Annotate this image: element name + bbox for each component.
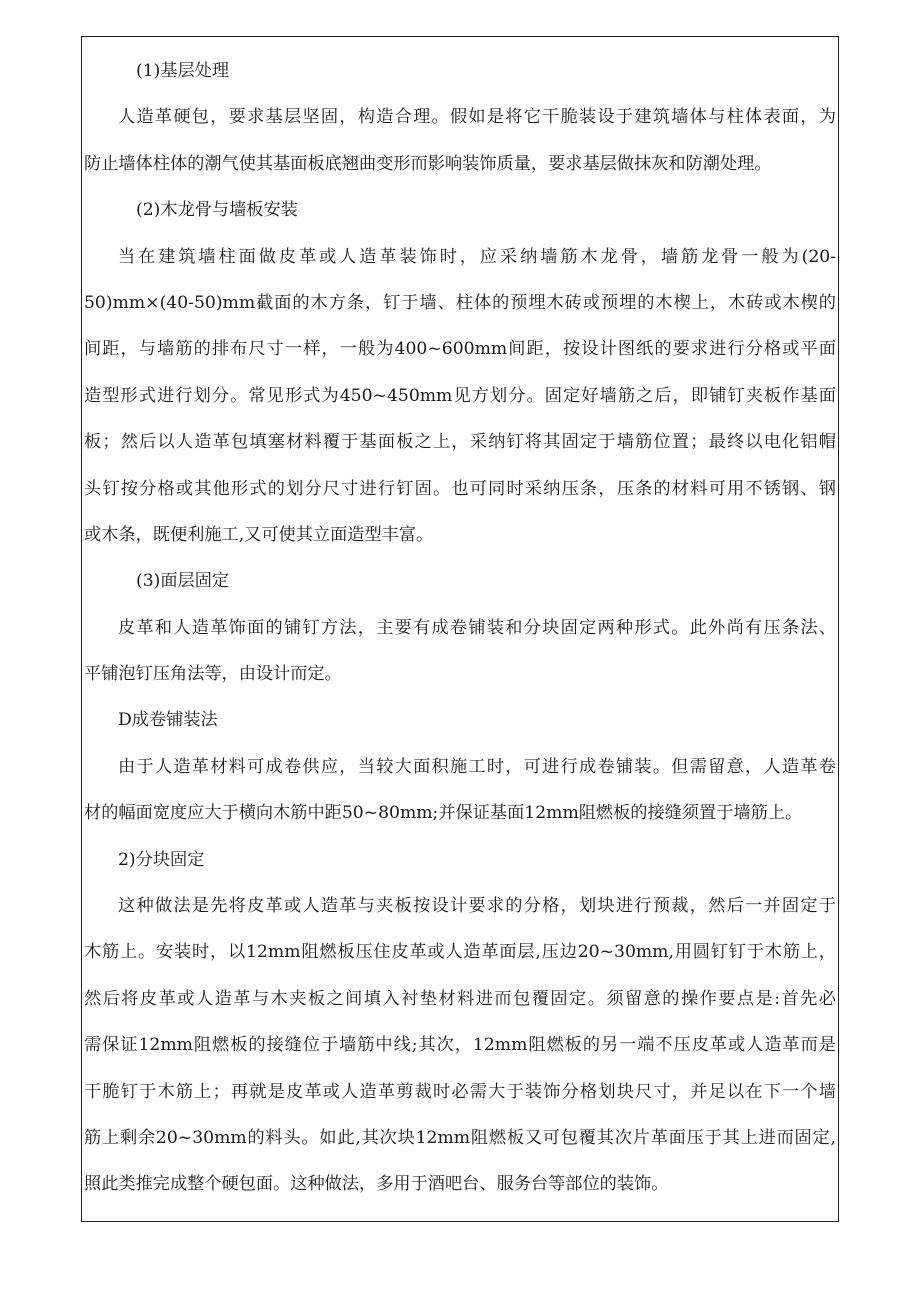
paragraph-line: 由于人造革材料可成卷供应，当较大面积施工时，可进行成卷铺装。但需留意，人造革卷	[118, 756, 836, 777]
section-heading-surface-fixing: (3)面层固定	[136, 571, 230, 592]
paragraph-line: 材的幅面宽度应大于横向木筋中距50~80mm;并保证基面12mm阻燃板的接缝须置于墙筋上。	[84, 803, 803, 824]
paragraph-line: 板；然后以人造革包填塞材料覆于基面板之上，采纳钉将其固定于墙筋位置；最终以电化铝帽	[84, 432, 836, 453]
paragraph-line: 头钉按分格或其他形式的划分尺寸进行钉固。也可同时采纳压条，压条的材料可用不锈钢、钢	[84, 478, 836, 499]
paragraph-line: 或木条，既便利施工,又可使其立面造型丰富。	[84, 524, 434, 545]
paragraph-line: 造型形式进行划分。常见形式为450~450mm见方划分。固定好墙筋之后，即铺钉夹板作基面	[84, 385, 836, 406]
subsection-heading-roll-laying: D成卷铺装法	[118, 710, 218, 731]
paragraph-line: 需保证12mm阻燃板的接缝位于墙筋中线;其次，12mm阻燃板的另一端不压皮革或人造革而是	[84, 1035, 836, 1056]
paragraph-line: 筋上剩余20~30mm的料头。如此,其次块12mm阻燃板又可包覆其次片革面压于其上进而固定,	[84, 1127, 836, 1148]
paragraph-line: 然后将皮革或人造革与木夹板之间填入衬垫材料进而包覆固定。须留意的操作要点是:首先必	[84, 988, 836, 1009]
paragraph-line: 这种做法是先将皮革或人造革与夹板按设计要求的分格，划块进行预裁，然后一并固定于	[118, 896, 836, 917]
document-body	[84, 48, 836, 1208]
paragraph-line: 照此类推完成整个硬包面。这种做法，多用于酒吧台、服务台等部位的装饰。	[84, 1174, 669, 1195]
paragraph-line: 人造革硬包，要求基层坚固，构造合理。假如是将它干脆装设于建筑墙体与柱体表面，为	[118, 107, 836, 128]
section-heading-base-treatment: (1)基层处理	[136, 61, 230, 81]
section-heading-keel-install: (2)木龙骨与墙板安装	[136, 200, 298, 221]
paragraph-line: 木筋上。安装时，以12mm阻燃板压住皮革或人造革面层,压边20~30mm,用圆钉钉于木筋上，	[84, 942, 836, 963]
paragraph-line: 平铺泡钉压角法等，由设计而定。	[84, 664, 342, 685]
paragraph-line: 50)mm×(40-50)mm截面的木方条，钉于墙、柱体的预埋木砖或预埋的木楔上，木砖或木楔的	[84, 292, 836, 313]
paragraph-line: 干脆钉于木筋上；再就是皮革或人造革剪裁时必需大于装饰分格划块尺寸，并足以在下一个墙	[84, 1081, 836, 1102]
paragraph-line: 间距，与墙筋的排布尺寸一样，一般为400~600mm间距，按设计图纸的要求进行分格或平面	[84, 339, 836, 360]
paragraph-line: 当在建筑墙柱面做皮革或人造革装饰时，应采纳墙筋木龙骨，墙筋龙骨一般为(20-	[118, 246, 836, 267]
paragraph-line: 皮革和人造革饰面的铺钉方法，主要有成卷铺装和分块固定两种形式。此外尚有压条法、	[118, 617, 836, 638]
paragraph-line: 防止墙体柱体的潮气使其基面板底翘曲变形而影响装饰质量，要求基层做抹灰和防潮处理。	[84, 153, 772, 174]
subsection-heading-block-fixing: 2)分块固定	[118, 849, 205, 870]
